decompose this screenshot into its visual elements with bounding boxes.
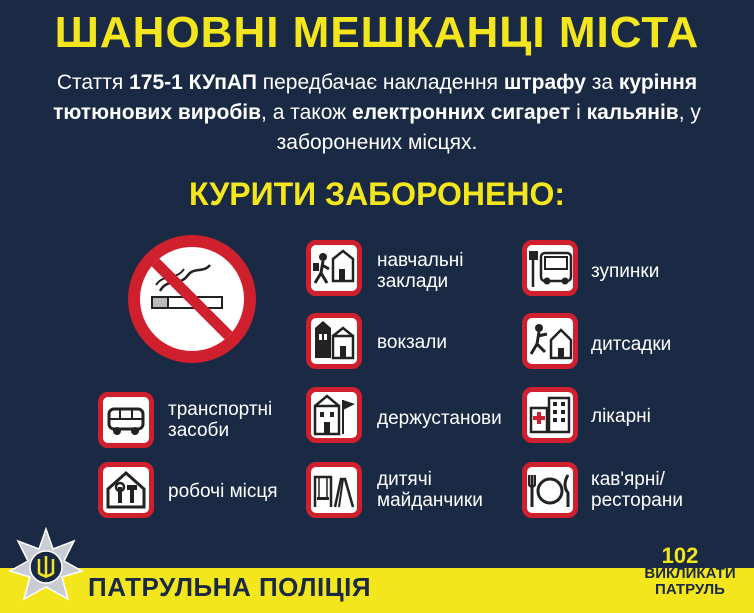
intro-text xyxy=(30,68,724,158)
intro-bold: куріння тютюнових виробів xyxy=(53,71,698,124)
intro-part: за xyxy=(585,71,619,94)
intro-part: Стаття xyxy=(56,71,130,94)
place-label-work: робочі місця xyxy=(168,481,278,502)
no-smoking-icon xyxy=(128,235,256,363)
place-label-stops: зупинки xyxy=(591,261,660,282)
station-icon xyxy=(306,313,362,369)
restaurant-icon xyxy=(522,462,578,518)
place-label-hospitals: лікарні xyxy=(591,406,651,427)
hospital-icon xyxy=(522,387,578,443)
intro-part: і xyxy=(570,101,587,124)
call-text: ВИКЛИКАТИ ПАТРУЛЬ xyxy=(644,565,736,598)
intro-bold: 175-1 КУпАП xyxy=(129,71,257,94)
intro-bold: кальянів xyxy=(586,101,679,124)
page-title: ШАНОВНІ МЕШКАНЦІ МІСТА xyxy=(54,8,700,57)
place-label-cafes: кав'ярні/ ресторани xyxy=(591,469,683,511)
place-label-stations: вокзали xyxy=(377,332,447,353)
place-label-kindergartens: дитсадки xyxy=(591,334,672,355)
kindergarten-icon xyxy=(522,313,578,369)
place-label-gov: держустанови xyxy=(377,408,502,429)
intro-part: , у заборонених місцях. xyxy=(276,101,701,154)
footer-label: ПАТРУЛЬНА ПОЛІЦІЯ xyxy=(88,572,372,602)
playground-icon xyxy=(306,462,362,518)
school-icon xyxy=(306,240,362,296)
government-building-icon xyxy=(306,387,362,443)
tools-house-icon xyxy=(98,462,154,518)
call-number: 102 xyxy=(661,543,699,568)
place-label-playgrounds: дитячі майданчики xyxy=(377,469,483,511)
no-smoking-heading: КУРИТИ ЗАБОРОНЕНО: xyxy=(189,176,565,212)
place-label-schools: навчальні заклади xyxy=(377,250,464,292)
police-badge-icon xyxy=(8,527,84,607)
intro-bold: штрафу xyxy=(503,71,586,94)
place-label-transport: транспортні засоби xyxy=(168,399,273,441)
bus-icon xyxy=(98,392,154,448)
intro-part: , а також xyxy=(261,101,353,124)
bus-stop-icon xyxy=(522,240,578,296)
intro-bold: електронних сигарет xyxy=(352,101,571,124)
intro-part: передбачає накладення xyxy=(256,71,504,94)
